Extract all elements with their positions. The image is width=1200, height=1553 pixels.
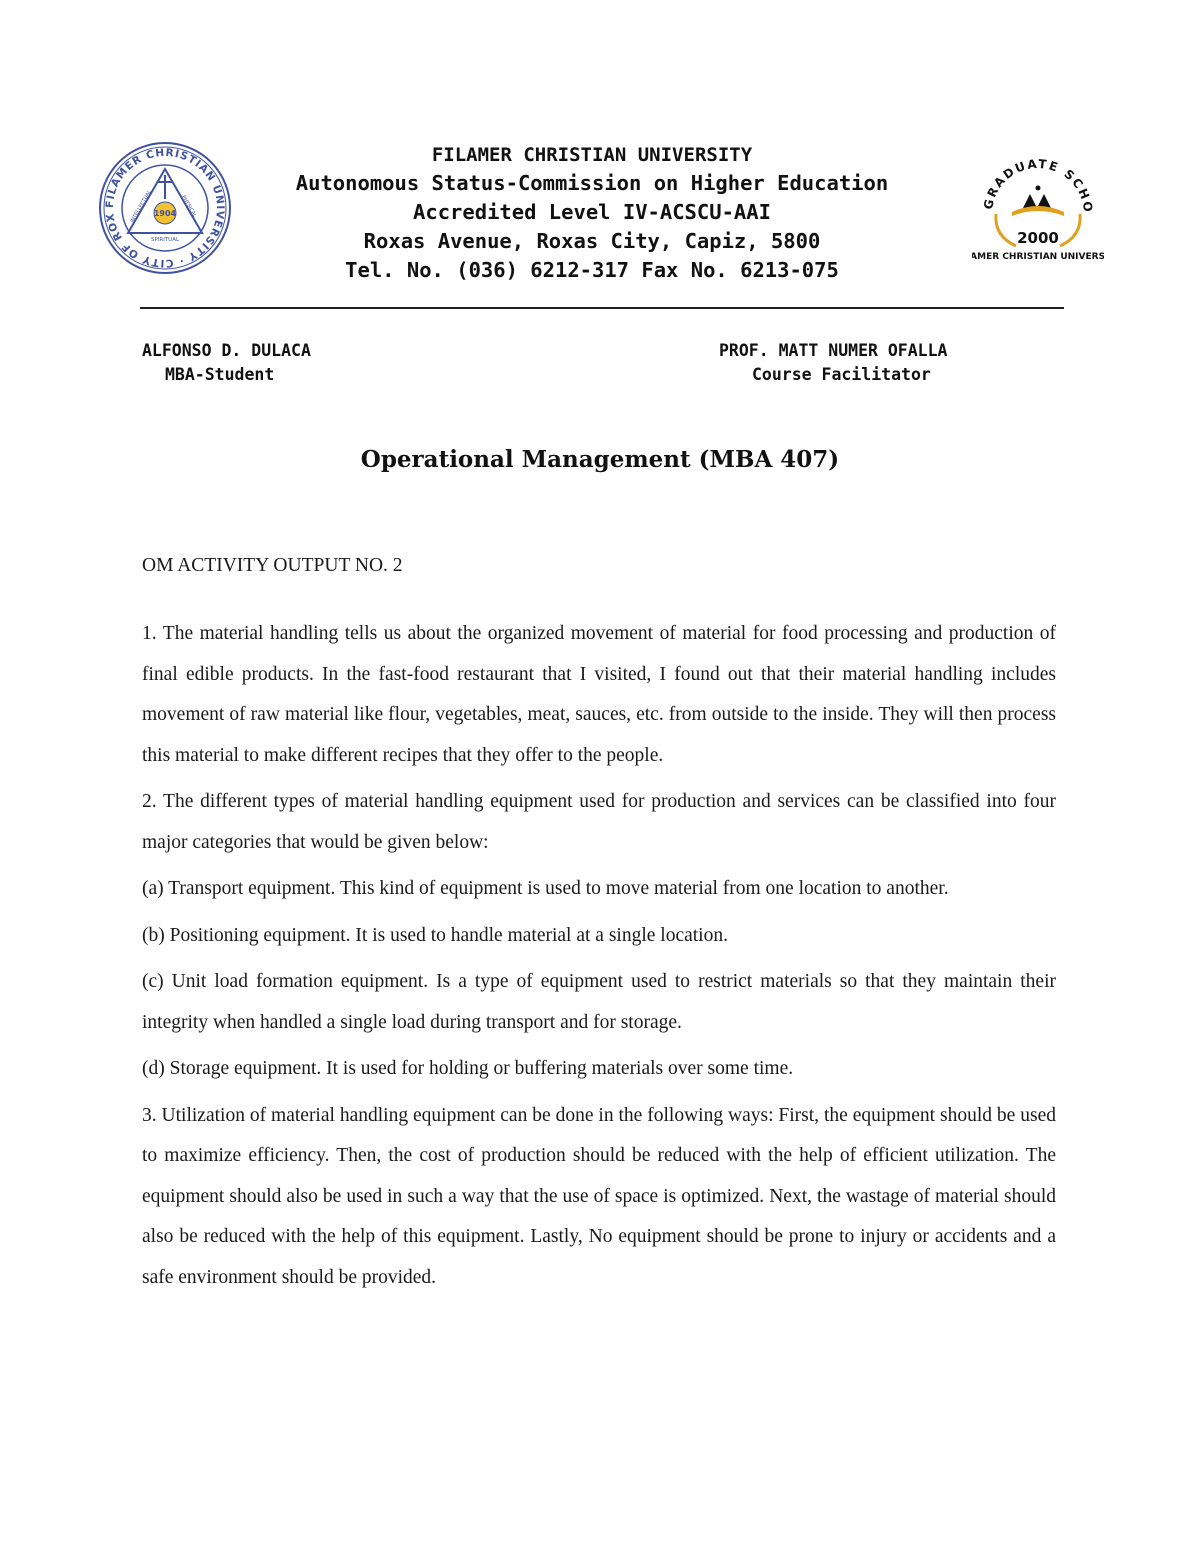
graduate-school-logo (972, 150, 1104, 268)
svg-text:1904: 1904 (153, 209, 177, 218)
svg-text:PHYSICAL: PHYSICAL (180, 194, 198, 219)
svg-text:SPIRITUAL: SPIRITUAL (150, 237, 180, 243)
facilitator-block (719, 339, 947, 387)
university-header (240, 141, 944, 285)
university-name: FILAMER CHRISTIAN UNIVERSITY (431, 144, 753, 166)
student-block (142, 339, 311, 387)
activity-label: OM ACTIVITY OUTPUT NO. 2 (142, 555, 403, 576)
facilitator-name: PROF. MATT NUMER OFALLA (719, 341, 948, 360)
student-name: ALFONSO D. DULACA (142, 341, 311, 360)
university-accreditation: Accredited Level IV-ACSCU-AAI (413, 200, 771, 224)
facilitator-role: Course Facilitator (752, 365, 931, 384)
paragraph: (a) Transport equipment. This kind of equipment is used to move material from one location to another. (142, 878, 949, 899)
svg-text:FILAMER CHRISTIAN UNIVERSITY: AMER CHRISTIAN UNIVERS (972, 252, 1104, 262)
paragraph: (b) Positioning equipment. It is used to handle material at a single location. (142, 924, 728, 946)
university-status: Autonomous Status-Commission on Higher Education (295, 171, 889, 195)
header-divider (140, 307, 1064, 309)
svg-text:GRADUATE SCHOOL: GRADUATE SCHO (981, 156, 1096, 215)
document-body (142, 549, 1056, 1304)
paragraph: (c) Unit load formation equipment. Is a type of equipment used to restrict materials so that they maintain their integrity when handled a single load during transport and for storage. (142, 971, 1056, 1033)
paragraph: 1. The material handling tells us about the organized movement of material for food processing and production of final edible products. In the fast-food restaurant that I visited, I found out that their material handling includes movement of raw material like flour, vegetables, meat, sauces, etc. from outside to the inside. They will then process this material to make different recipes that they offer to the people. (142, 623, 1056, 766)
student-role: MBA-Student (165, 365, 275, 384)
svg-text:INTELLECTUAL: INTELLECTUAL (129, 189, 153, 224)
paragraph: 3. Utilization of material handling equipment can be done in the following ways: First, the equipment should be used to maximize efficiency. Then, the cost of production should be reduced with the help of efficient utilization. The equipment should also be used in such a way that the use of space is optimized. Next, the wastage of material should also be reduced with the help of this equipment. Lastly, No equipment should be prone to injury or accidents and a safe environment should be provided. (142, 1104, 1056, 1288)
paragraph: 2. The different types of material handling equipment used for production and services can be classified into four major categories that would be given below: (142, 791, 1056, 853)
svg-text:2000: 2000 (1017, 229, 1059, 247)
university-seal-logo (98, 141, 232, 275)
university-contact: Tel. No. (036) 6212-317 Fax No. 6213-075 (345, 258, 839, 282)
course-title: Operational Management (MBA 407) (360, 446, 840, 473)
paragraph: (d) Storage equipment. It is used for holding or buffering materials over some time. (142, 1058, 794, 1079)
svg-text:FILAMER CHRISTIAN UNIVERSITY ·: FILAMER CHRISTIAN UNIVERSITY · CITY OF ROX (103, 146, 227, 270)
university-address: Roxas Avenue, Roxas City, Capiz, 5800 (363, 229, 821, 253)
